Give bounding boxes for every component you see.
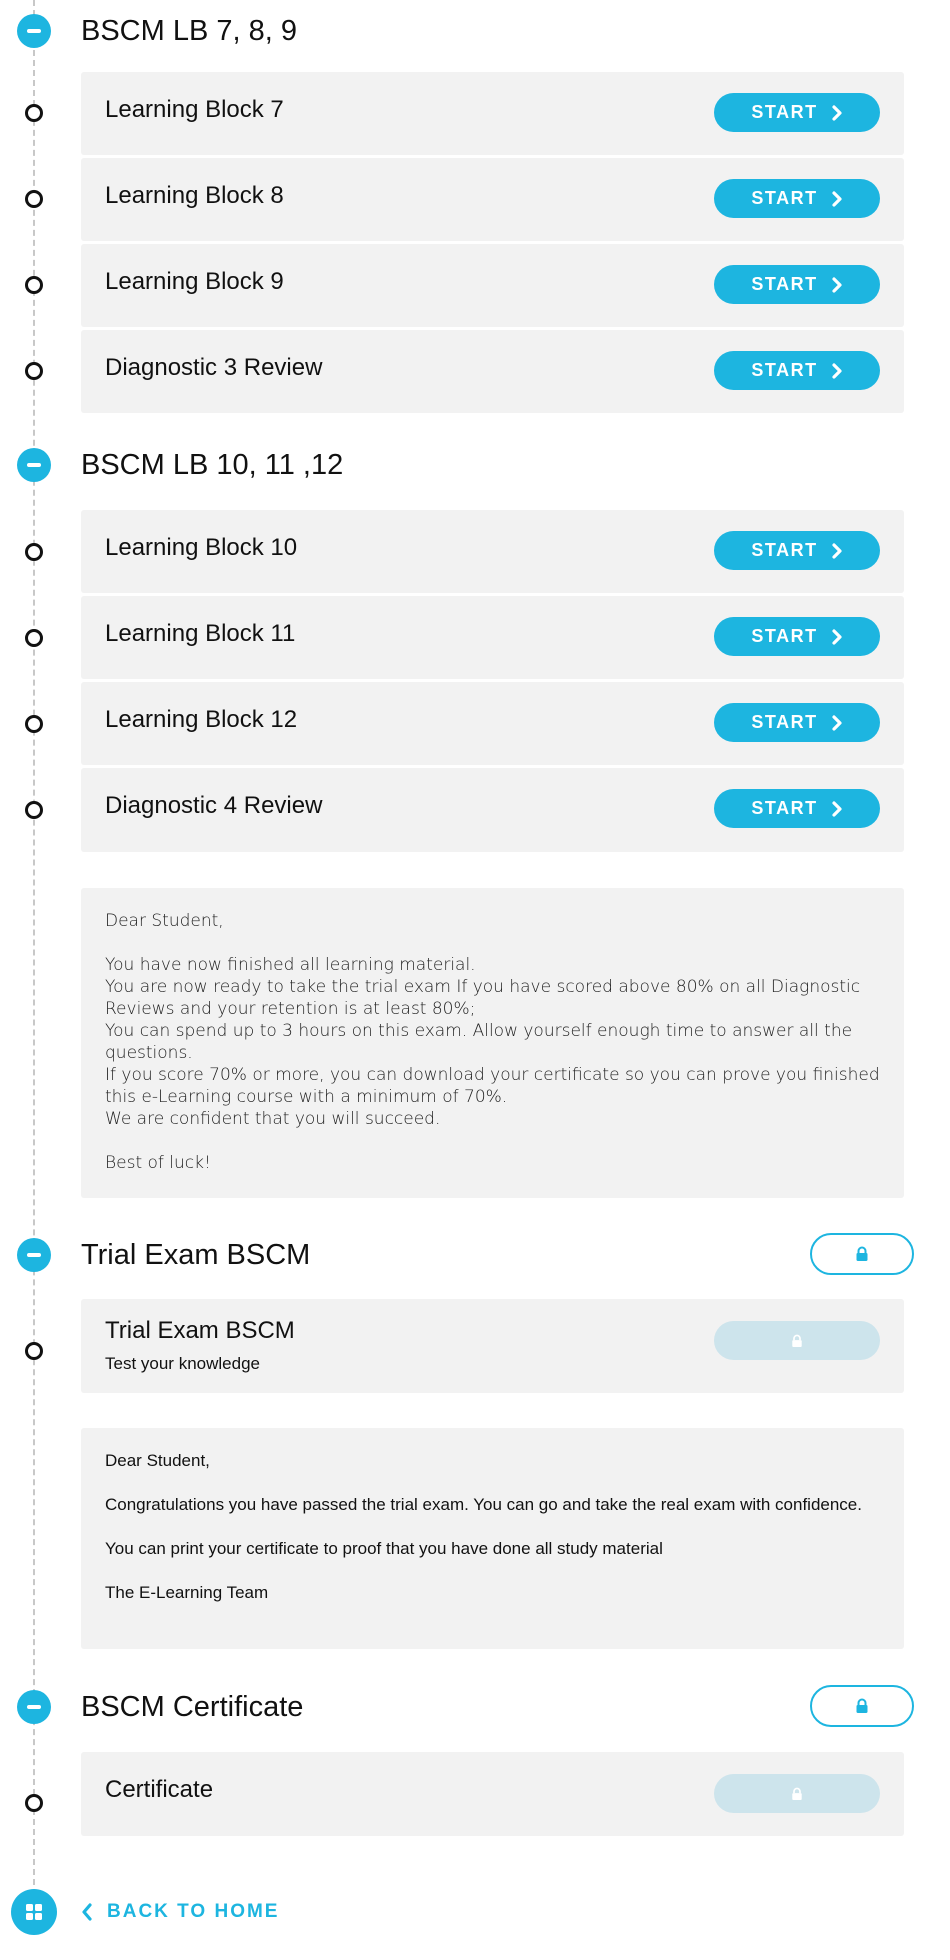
back-to-home-link[interactable] [81,1898,279,1926]
lesson-title: Diagnostic 4 Review [105,792,323,819]
locked-start-button[interactable] [714,1774,880,1813]
chevron-left-icon [81,1903,93,1921]
message-greeting: Dear Student, [105,1451,210,1470]
timeline-marker [25,190,43,208]
section-header [0,1682,950,1732]
chevron-right-icon [832,191,843,207]
lesson-card [81,158,904,241]
start-button[interactable] [714,93,880,132]
minus-icon [27,463,41,467]
collapse-toggle[interactable] [17,448,51,482]
collapse-toggle[interactable] [17,1238,51,1272]
section-title: BSCM Certificate [81,1691,304,1723]
lesson-title: Learning Block 7 [105,96,284,123]
message-signature: The E-Learning Team [105,1583,269,1602]
section-lock-button[interactable] [810,1685,914,1727]
message-line: Congratulations you have passed the trial exam. You can go and take the real exam with confidence. [105,1495,862,1514]
lesson-card [81,596,904,679]
chevron-right-icon [832,715,843,731]
start-label: START [751,102,818,122]
minus-icon [27,29,41,33]
lesson-title: Learning Block 10 [105,534,298,561]
chevron-right-icon [832,363,843,379]
info-message [81,888,904,1198]
message-line: If you score 70% or more, you can download your certificate so you can prove you finished this e-Learning course with a minimum of 70%. [105,1065,880,1107]
start-label: START [751,360,818,380]
collapse-toggle[interactable] [17,1690,51,1724]
timeline-marker [25,1342,43,1360]
section-title: Trial Exam BSCM [81,1239,311,1271]
lesson-title: Learning Block 11 [105,620,296,647]
lesson-card [81,244,904,327]
start-button[interactable] [714,617,880,656]
lesson-title: Diagnostic 3 Review [105,354,323,381]
start-button[interactable] [714,351,880,390]
message-line: We are confident that you will succeed. [105,1109,441,1129]
timeline-marker [25,543,43,561]
home-grid-button[interactable] [11,1889,57,1935]
chevron-right-icon [832,105,843,121]
lesson-title: Learning Block 8 [105,182,284,209]
start-label: START [751,274,818,294]
lock-icon [855,1246,869,1262]
timeline-marker [25,104,43,122]
locked-start-button[interactable] [714,1321,880,1360]
start-button[interactable] [714,703,880,742]
lesson-title: Learning Block 12 [105,706,298,733]
section-title: BSCM LB 7, 8, 9 [81,15,297,47]
minus-icon [27,1705,41,1709]
start-button[interactable] [714,789,880,828]
message-line: You are now ready to take the trial exam If you have scored above 80% on all Diagnostic Reviews and your retention is at least 80%; [105,977,861,1019]
lock-icon [791,1334,803,1348]
start-label: START [751,712,818,732]
timeline-marker [25,715,43,733]
exam-title: Trial Exam BSCM [105,1317,295,1344]
message-greeting: Dear Student, [105,911,224,931]
lesson-card [81,72,904,155]
timeline-marker [25,362,43,380]
certificate-card [81,1752,904,1836]
section-header [0,1230,950,1280]
lesson-card [81,330,904,413]
timeline-marker [25,629,43,647]
lock-icon [855,1698,869,1714]
lesson-title: Learning Block 9 [105,268,284,295]
message-closing: Best of luck! [105,1153,211,1173]
start-button[interactable] [714,179,880,218]
grid-icon [25,1903,43,1921]
lock-icon [791,1787,803,1801]
info-message [81,1428,904,1649]
section-header [0,440,950,490]
certificate-title: Certificate [105,1776,214,1803]
start-button[interactable] [714,265,880,304]
message-line: You have now finished all learning material. [105,955,476,975]
chevron-right-icon [832,277,843,293]
timeline-marker [25,801,43,819]
start-label: START [751,626,818,646]
start-button[interactable] [714,531,880,570]
start-label: START [751,188,818,208]
message-line: You can spend up to 3 hours on this exam. Allow yourself enough time to answer all the questions. [105,1021,853,1063]
back-to-home-label: BACK TO HOME [107,1901,280,1922]
exam-card [81,1299,904,1393]
minus-icon [27,1253,41,1257]
section-lock-button[interactable] [810,1233,914,1275]
chevron-right-icon [832,543,843,559]
section-title: BSCM LB 10, 11 ,12 [81,449,344,481]
timeline-marker [25,276,43,294]
collapse-toggle[interactable] [17,14,51,48]
section-header [0,6,950,56]
start-label: START [751,540,818,560]
timeline-marker [25,1794,43,1812]
lesson-card [81,682,904,765]
start-label: START [751,798,818,818]
exam-subtitle: Test your knowledge [105,1354,260,1373]
lesson-card [81,510,904,593]
lesson-card [81,768,904,852]
chevron-right-icon [832,801,843,817]
chevron-right-icon [832,629,843,645]
message-line: You can print your certificate to proof that you have done all study material [105,1539,663,1558]
